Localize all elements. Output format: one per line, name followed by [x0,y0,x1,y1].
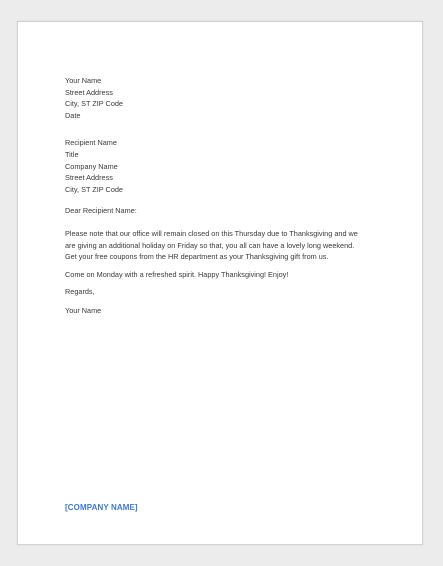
closing-text: Regards, [65,287,95,297]
recipient-city: City, ST ZIP Code [65,184,123,194]
company-name-footer: [COMPANY NAME] [65,503,138,512]
body-paragraph-1-line-1: Please note that our office will remain closed on this Thursday due to Thanksgiving and we [65,228,358,238]
body-paragraph-2-text: Come on Monday with a refreshed spirit. Happy Thanksgiving! Enjoy! [65,269,289,279]
closing [65,286,381,298]
recipient-title: Title [65,149,79,159]
body-paragraph-1-line-3: Get your free coupons from the HR department as your Thanksgiving gift from us. [65,252,329,262]
body-paragraph-1 [65,228,381,263]
recipient-company: Company Name [65,161,118,171]
recipient-block [65,137,381,195]
recipient-street: Street Address [65,173,113,183]
sender-block [65,75,381,121]
signature [65,305,381,317]
body-paragraph-1-line-2: are giving an additional holiday on Friday so that, you all can have a lovely long weekend. [65,240,355,250]
signature-name: Your Name [65,305,102,315]
sender-street: Street Address [65,87,113,97]
salutation [65,205,381,217]
letter-content [65,75,381,317]
salutation-text: Dear Recipient Name: [65,206,137,216]
sender-name: Your Name [65,76,102,85]
sender-city: City, ST ZIP Code [65,99,123,109]
letter-date: Date [65,110,81,120]
letter-page [17,21,423,545]
recipient-name: Recipient Name [65,138,117,148]
body-paragraph-2 [65,269,381,281]
